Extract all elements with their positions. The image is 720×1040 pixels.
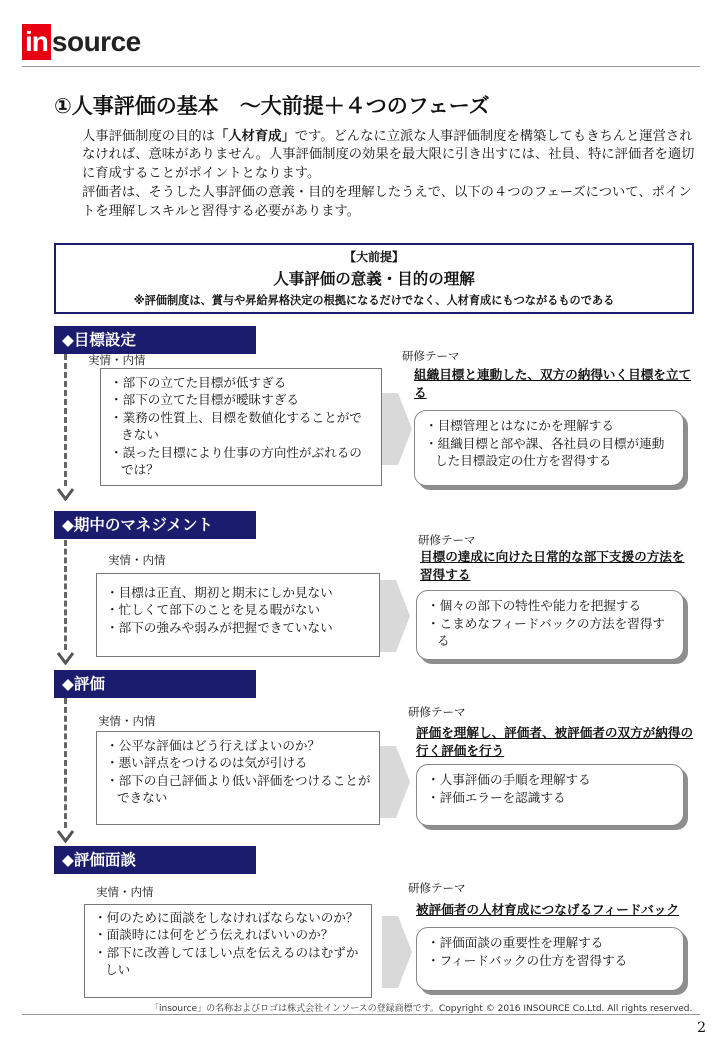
footer-divider <box>22 1014 700 1015</box>
theme-item: ・個々の部下の特性や能力を把握する <box>427 598 642 613</box>
theme-item: ・目標管理とはなにかを理解する <box>425 418 614 433</box>
theme-box <box>416 764 684 826</box>
situation-item: ・悪い評点をつけるのは気が引ける <box>106 755 308 771</box>
theme-box <box>416 590 684 660</box>
situation-box <box>84 904 372 998</box>
theme-item: ・評価面談の重要性を理解する <box>427 935 604 950</box>
situation-item: ・何のために面談をしなければならないのか？ <box>94 910 359 925</box>
flow-dashed-line <box>64 540 67 650</box>
theme-title: 被評価者の人材育成につなげるフィードバック <box>416 902 679 917</box>
insource-logo <box>22 24 141 60</box>
theme-box <box>416 927 684 991</box>
situation-item: ・部下の自己評価より低い評価をつけることができない <box>106 772 371 806</box>
situation-box <box>100 368 382 486</box>
chevron-right-icon <box>382 916 412 988</box>
situation-label: 実情・内情 <box>98 714 156 728</box>
situation-item: ・部下に改善してほしい点を伝えるのはむずかしい <box>94 944 359 978</box>
theme-item: ・評価エラーを認識する <box>427 789 566 805</box>
flow-arrow-down-icon <box>56 829 75 843</box>
situation-item: ・業務の性質上、目標を数値化することができない <box>110 409 362 443</box>
chevron-right-icon <box>382 393 412 465</box>
copyright-notice: 「insource」の名称およびロゴは株式会社インソースの登録商標です。Copyright © 2016 INSOURCE Co.Ltd. All rights reserved. <box>150 1004 693 1014</box>
theme-title: 目標の達成に向けた日常的な部下支援の方法を習得する <box>420 549 685 582</box>
situation-item: ・目標は正直、期初と期末にしか見ない <box>106 585 333 600</box>
theme-label: 研修テーマ <box>402 349 460 363</box>
theme-title: 評価を理解し、評価者、被評価者の双方が納得の行く評価を行う <box>416 725 694 758</box>
situation-item: ・公平な評価はどう行えばよいのか？ <box>106 738 321 753</box>
chevron-right-icon <box>380 580 410 652</box>
phase-bar-goal-setting: ◆目標設定 <box>54 326 256 354</box>
theme-label: 研修テーマ <box>408 705 466 719</box>
theme-title: 組織目標と連動した、双方の納得いく目標を立てる <box>414 367 692 400</box>
chevron-right-icon <box>380 746 410 818</box>
theme-item: ・組織目標と部や課、各社員の目標が連動した目標設定の仕方を習得する <box>425 435 665 468</box>
logo-in: in <box>22 24 51 60</box>
page-number: 2 <box>697 1020 706 1036</box>
situation-item: ・部下の強みや弱みが把握できていない <box>106 619 333 635</box>
theme-item: ・フィードバックの仕方を習得する <box>427 952 628 968</box>
premise-title: 人事評価の意義・目的の理解 <box>273 270 475 288</box>
theme-box <box>414 410 684 486</box>
header-divider <box>22 66 700 67</box>
logo-source: source <box>51 26 141 57</box>
intro-paragraph-2: 評価者は、そうした人事評価の意義・目的を理解したうえで、以下の４つのフェーズについて、ポイントを理解しスキルと習得する必要があります。 <box>82 185 692 219</box>
situation-box <box>96 573 380 657</box>
situation-box <box>96 731 380 825</box>
theme-item: ・人事評価の手順を理解する <box>427 772 591 787</box>
premise-tag: 【大前提】 <box>343 250 404 264</box>
phase-bar-evaluation-interview: ◆評価面談 <box>54 846 256 874</box>
intro-paragraph-1: 人事評価制度の目的は「人材育成」です。どんなに立派な人事評価制度を構築してもきちんと運営されなければ、意味がありません。人事評価制度の効果を最大限に引き出すには、社員、特に評価者を適切に育成することがポイントとなります。 <box>82 129 695 181</box>
situation-item: ・面談時には何をどう伝えればいいのか？ <box>94 927 334 943</box>
flow-dashed-line <box>64 354 67 486</box>
situation-item: ・誤った目標により仕事の方向性がぶれるのでは？ <box>110 444 362 478</box>
situation-item: ・部下の立てた目標が低すぎる <box>110 375 287 390</box>
situation-label: 実情・内情 <box>88 353 146 367</box>
phase-bar-evaluation: ◆評価 <box>54 670 256 698</box>
theme-item: ・こまめなフィードバックの方法を習得する <box>427 615 666 648</box>
flow-dashed-line <box>64 698 67 828</box>
premise-note: ※評価制度は、賞与や昇給昇格決定の根拠になるだけでなく、人材育成にもつながるものである <box>133 294 615 307</box>
flow-arrow-down-icon <box>56 651 75 665</box>
flow-arrow-down-icon <box>56 487 75 501</box>
premise-box <box>54 243 694 314</box>
situation-item: ・部下の立てた目標が曖昧すぎる <box>110 392 299 408</box>
situation-item: ・忙しくて部下のことを見る暇がない <box>106 602 321 618</box>
theme-label: 研修テーマ <box>408 881 466 895</box>
situation-label: 実情・内情 <box>108 553 166 567</box>
situation-label: 実情・内情 <box>96 885 154 899</box>
phase-bar-midterm-management: ◆期中のマネジメント <box>54 511 256 539</box>
intro-text <box>82 128 702 221</box>
page-title: ①人事評価の基本 ～大前提＋４つのフェーズ <box>54 94 490 118</box>
theme-label: 研修テーマ <box>418 533 476 547</box>
